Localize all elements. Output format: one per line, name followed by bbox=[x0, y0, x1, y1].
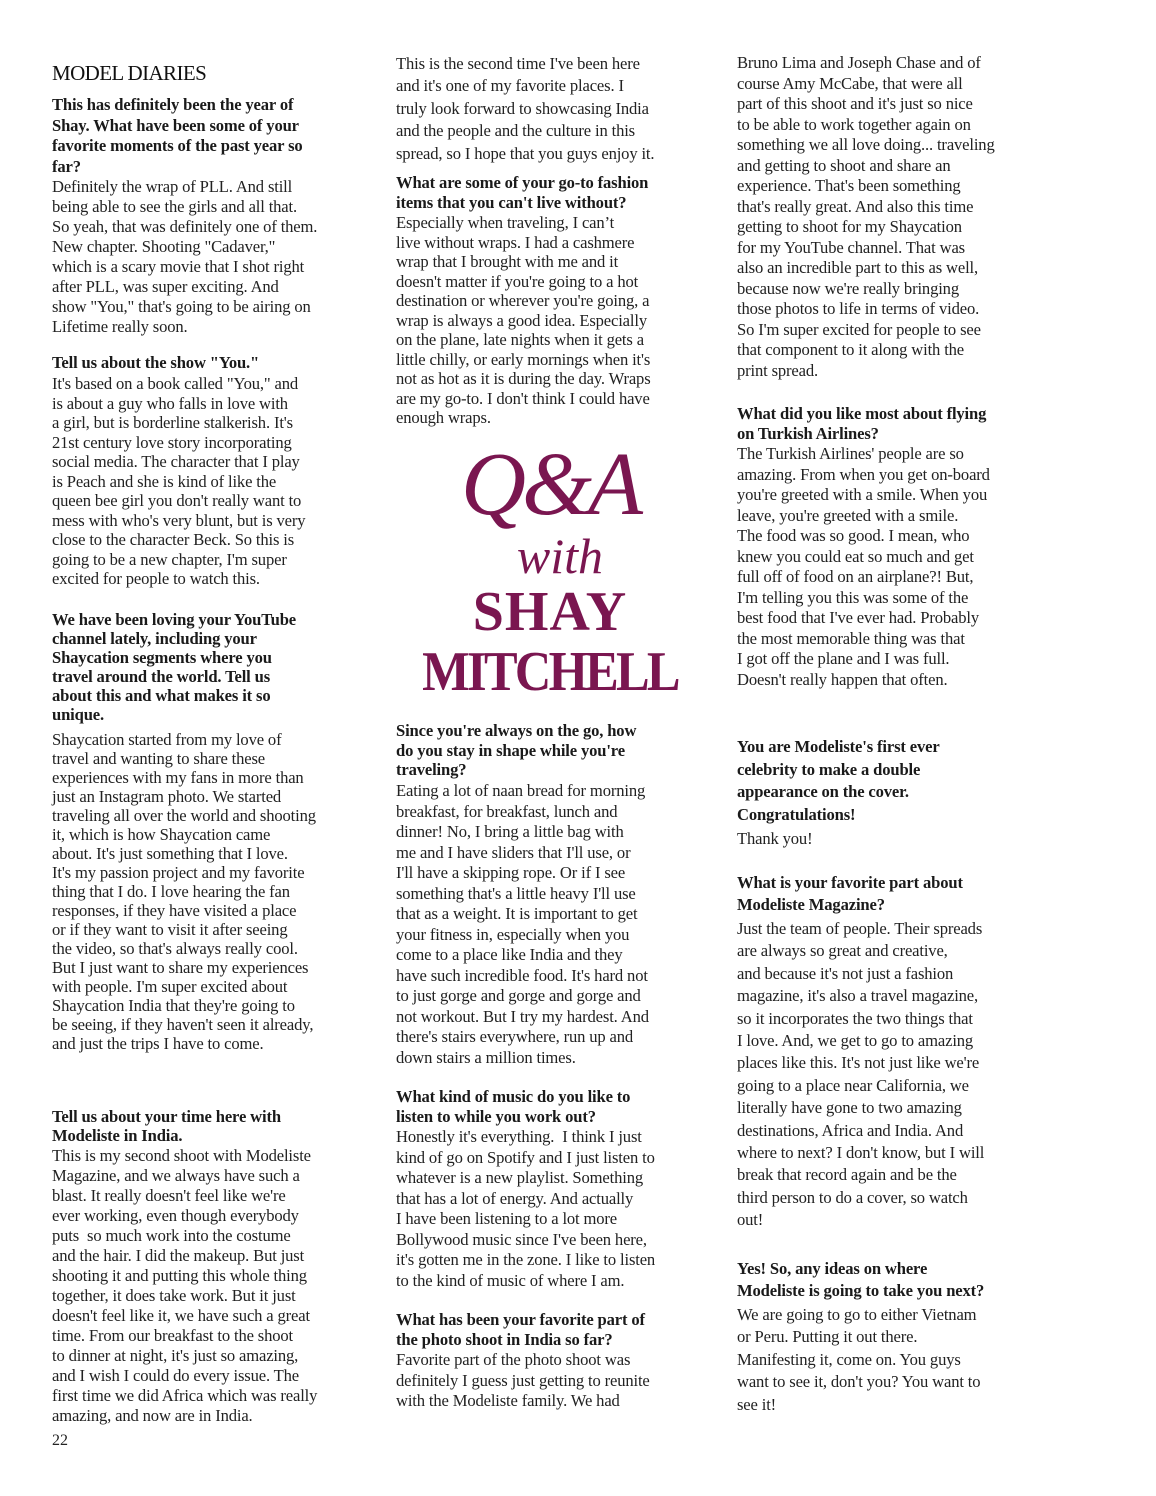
answer: Especially when traveling, I can’t live without wraps. I had a cashmere wrap that I brought with me and it doesn't matter if you're going to a hot destination or wherever you're going, a wrap is always a good idea. Especially on the plane, late nights when it gets a little chilly, or early mornings when it's not as hot as it is during the day. Wraps are my go-to. I don't think I could have enough wraps. bbox=[396, 213, 651, 427]
question: Tell us about the show "You." bbox=[52, 353, 260, 372]
page-number: 22 bbox=[52, 1432, 68, 1449]
title-last-name: MITCHELL bbox=[422, 641, 678, 703]
title-qa: Q&A bbox=[461, 435, 639, 534]
answer: Bruno Lima and Joseph Chase and of course Amy McCabe, that were all part of this shoot and it's just so nice to be able to work together again on something we all love doing... traveling and getting to shoot and share an experience. That's been something that's really great. And also this time getting to shoot for my Shaycation for my YouTube channel. That was also an incredible part to this as well, because now we're really bringing those photos to life in terms of video. So I'm super excited for people to see that component to it along with the print spread. bbox=[737, 53, 995, 380]
question: What did you like most about flying on Turkish Airlines? bbox=[737, 404, 987, 443]
answer: Definitely the wrap of PLL. And still being able to see the girls and all that. So yeah, that was definitely one of them. New chapter. Shooting "Cadaver," which is a scary movie that I shot right after PLL, was super exciting. And show "You," that's going to be airing on Lifetime really soon. bbox=[52, 177, 318, 336]
question: Tell us about your time here with Modeliste in India. bbox=[52, 1107, 281, 1145]
question: What is your favorite part about Modeliste Magazine? bbox=[737, 873, 963, 915]
answer: This is the second time I've been here and it's one of my favorite places. I truly look forward to showcasing India and the people and the culture in this spread, so I hope that you guys enjoy it. bbox=[396, 54, 655, 163]
answer: Honestly it's everything. I think I just kind of go on Spotify and I just listen to whatever is a new playlist. Something that has a lot of energy. And actually I have been listening to a lot more Bollywood music since I've been here, it's gotten me in the zone. I like to listen to the kind of music of where I am. bbox=[396, 1127, 656, 1290]
question: What are some of your go-to fashion items that you can't live without? bbox=[396, 173, 649, 212]
answer: Thank you! bbox=[737, 829, 813, 848]
answer: Just the team of people. Their spreads are always so great and creative, and because it's not just a fashion magazine, it's also a travel magazine, so it incorporates the two things that I love. And, we get to go to amazing places like this. It's not just like we're going to a place near California, we literally have gone to two amazing destinations, Africa and India. And where to next? I don't know, but I will break that record again and be the third person to do a cover, so watch out! bbox=[737, 919, 985, 1230]
answer: This is my second shoot with Modeliste Magazine, and we always have such a blast. It really doesn't feel like we're ever working, even though everybody puts so much work into the costume and the hair. I did the makeup. But just shooting it and putting this whole thing together, it does take work. But it just doesn't feel like it, we have such a great time. From our breakfast to the shoot to dinner at night, it's just so amazing, and I wish I could do every issue. The first time we did Africa which was really amazing, and now are in India. bbox=[52, 1146, 318, 1425]
question: What has been your favorite part of the photo shoot in India so far? bbox=[396, 1310, 645, 1349]
answer: The Turkish Airlines' people are so amazing. From when you get on-board you're greeted with a smile. When you leave, you're greeted with a smile. The food was so good. I mean, who knew you could eat so much and get full off of food on an airplane?! But, I'm telling you this was some of the best food that I've ever had. Probably the most memorable thing was that I got off the plane and I was full. Doesn't really happen that often. bbox=[737, 444, 990, 689]
question: This has definitely been the year of Shay. What have been some of your favorite moments of the past year so far? bbox=[52, 95, 303, 176]
title-with: with bbox=[516, 528, 604, 584]
question: Since you're always on the go, how do you stay in shape while you're traveling? bbox=[396, 721, 637, 779]
section-header: MODEL DIARIES bbox=[52, 61, 207, 85]
question: Yes! So, any ideas on where Modeliste is going to take you next? bbox=[737, 1259, 985, 1301]
answer: Favorite part of the photo shoot was definitely I guess just getting to reunite with the Modeliste family. We had bbox=[396, 1350, 650, 1410]
answer: Eating a lot of naan bread for morning breakfast, for breakfast, lunch and dinner! No, I bring a little bag with me and I have sliders that I'll use, or I'll have a skipping rope. Or if I see something that's a little heavy I'll use that as a weight. It is important to get your fitness in, especially when you come to a place like India and they have such incredible food. It's hard not to just gorge and gorge and gorge and not workout. But I try my hardest. And there's stairs everywhere, run up and down stairs a million times. bbox=[396, 781, 649, 1067]
answer: Shaycation started from my love of travel and wanting to share these experiences with my fans in more than just an Instagram photo. We started traveling all over the world and shooting it, which is how Shaycation came about. It's just something that I love. It's my passion project and my favorite thing that I do. I love hearing the fan responses, if they have visited a place or if they want to visit it after seeing the video, so that's always really cool. But I just want to share my experiences with people. I'm super excited about Shaycation India that they're going to be seeing, if they haven't seen it already, and just the trips I have to come. bbox=[52, 730, 316, 1053]
question: We have been loving your YouTube channel lately, including your Shaycation segments where you travel around the world. Tell us about this and what makes it so unique. bbox=[52, 610, 297, 724]
answer: It's based on a book called "You," and is about a guy who falls in love with a girl, but is borderline stalkerish. It's 21st century love story incorporating social media. The character that I play is Peach and she is kind of like the queen bee girl you don't really want to mess with who's very blunt, but is very close to the character Beck. So this is going to be a new chapter, I'm super excited for people to watch this. bbox=[52, 374, 306, 588]
answer: We are going to go to either Vietnam or Peru. Putting it out there. Manifesting it, come on. You guys want to see it, don't you? You want to see it! bbox=[737, 1305, 981, 1414]
question: You are Modeliste's first ever celebrity to make a double appearance on the cover. Congratulations! bbox=[737, 737, 940, 825]
title-first-name: SHAY bbox=[472, 581, 628, 643]
article-title bbox=[380, 435, 720, 710]
question: What kind of music do you like to listen to while you work out? bbox=[396, 1087, 631, 1126]
